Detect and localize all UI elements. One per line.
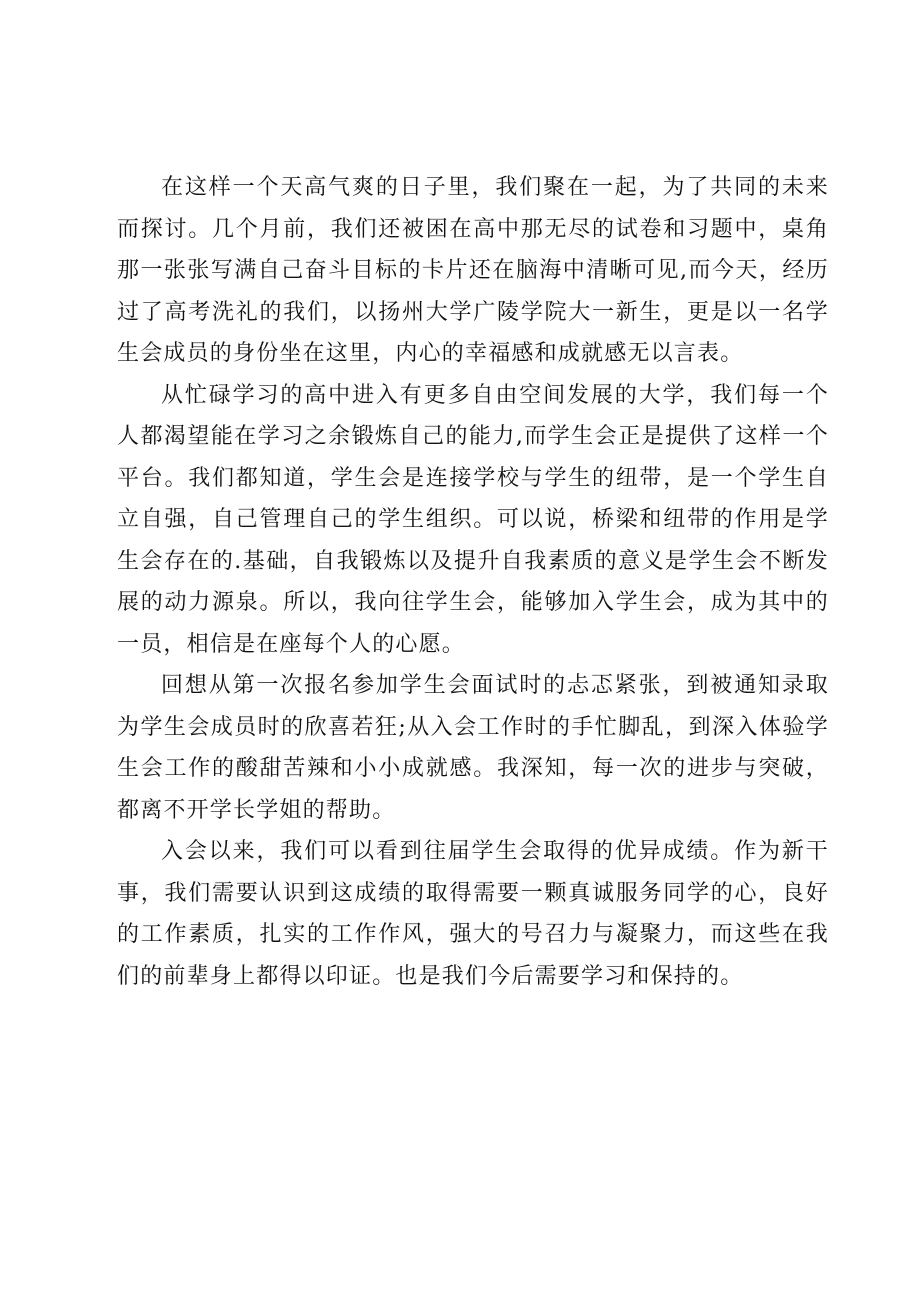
paragraph-3: 回想从第一次报名参加学生会面试时的忐忑紧张，到被通知录取为学生会成员时的欣喜若狂;从入会工作时的手忙脚乱，到深入体验学生会工作的酸甜苦辣和小小成就感。我深知，每一次的进步与突破，都离不开学长学姐的帮助。	[117, 673, 829, 823]
document-body	[117, 167, 829, 997]
paragraph-1: 在这样一个天高气爽的日子里，我们聚在一起，为了共同的未来而探讨。几个月前，我们还被困在高中那无尽的试卷和习题中，桌角那一张张写满自己奋斗目标的卡片还在脑海中清晰可见,而今天，经历过了高考洗礼的我们，以扬州大学广陵学院大一新生，更是以一名学生会成员的身份坐在这里，内心的幸福感和成就感无以言表。	[117, 175, 829, 366]
paragraph-2: 从忙碌学习的高中进入有更多自由空间发展的大学，我们每一个人都渴望能在学习之余锻炼自己的能力,而学生会正是提供了这样一个平台。我们都知道，学生会是连接学校与学生的纽带，是一个学生自立自强，自己管理自己的学生组织。可以说，桥梁和纽带的作用是学生会存在的.基础，自我锻炼以及提升自我素质的意义是学生会不断发展的动力源泉。所以，我向往学生会，能够加入学生会，成为其中的一员，相信是在座每个人的心愿。	[117, 382, 829, 657]
paragraph-4: 入会以来，我们可以看到往届学生会取得的优异成绩。作为新干事，我们需要认识到这成绩的取得需要一颗真诚服务同学的心，良好的工作素质，扎实的工作作风，强大的号召力与凝聚力，而这些在我们的前辈身上都得以印证。也是我们今后需要学习和保持的。	[117, 839, 829, 989]
